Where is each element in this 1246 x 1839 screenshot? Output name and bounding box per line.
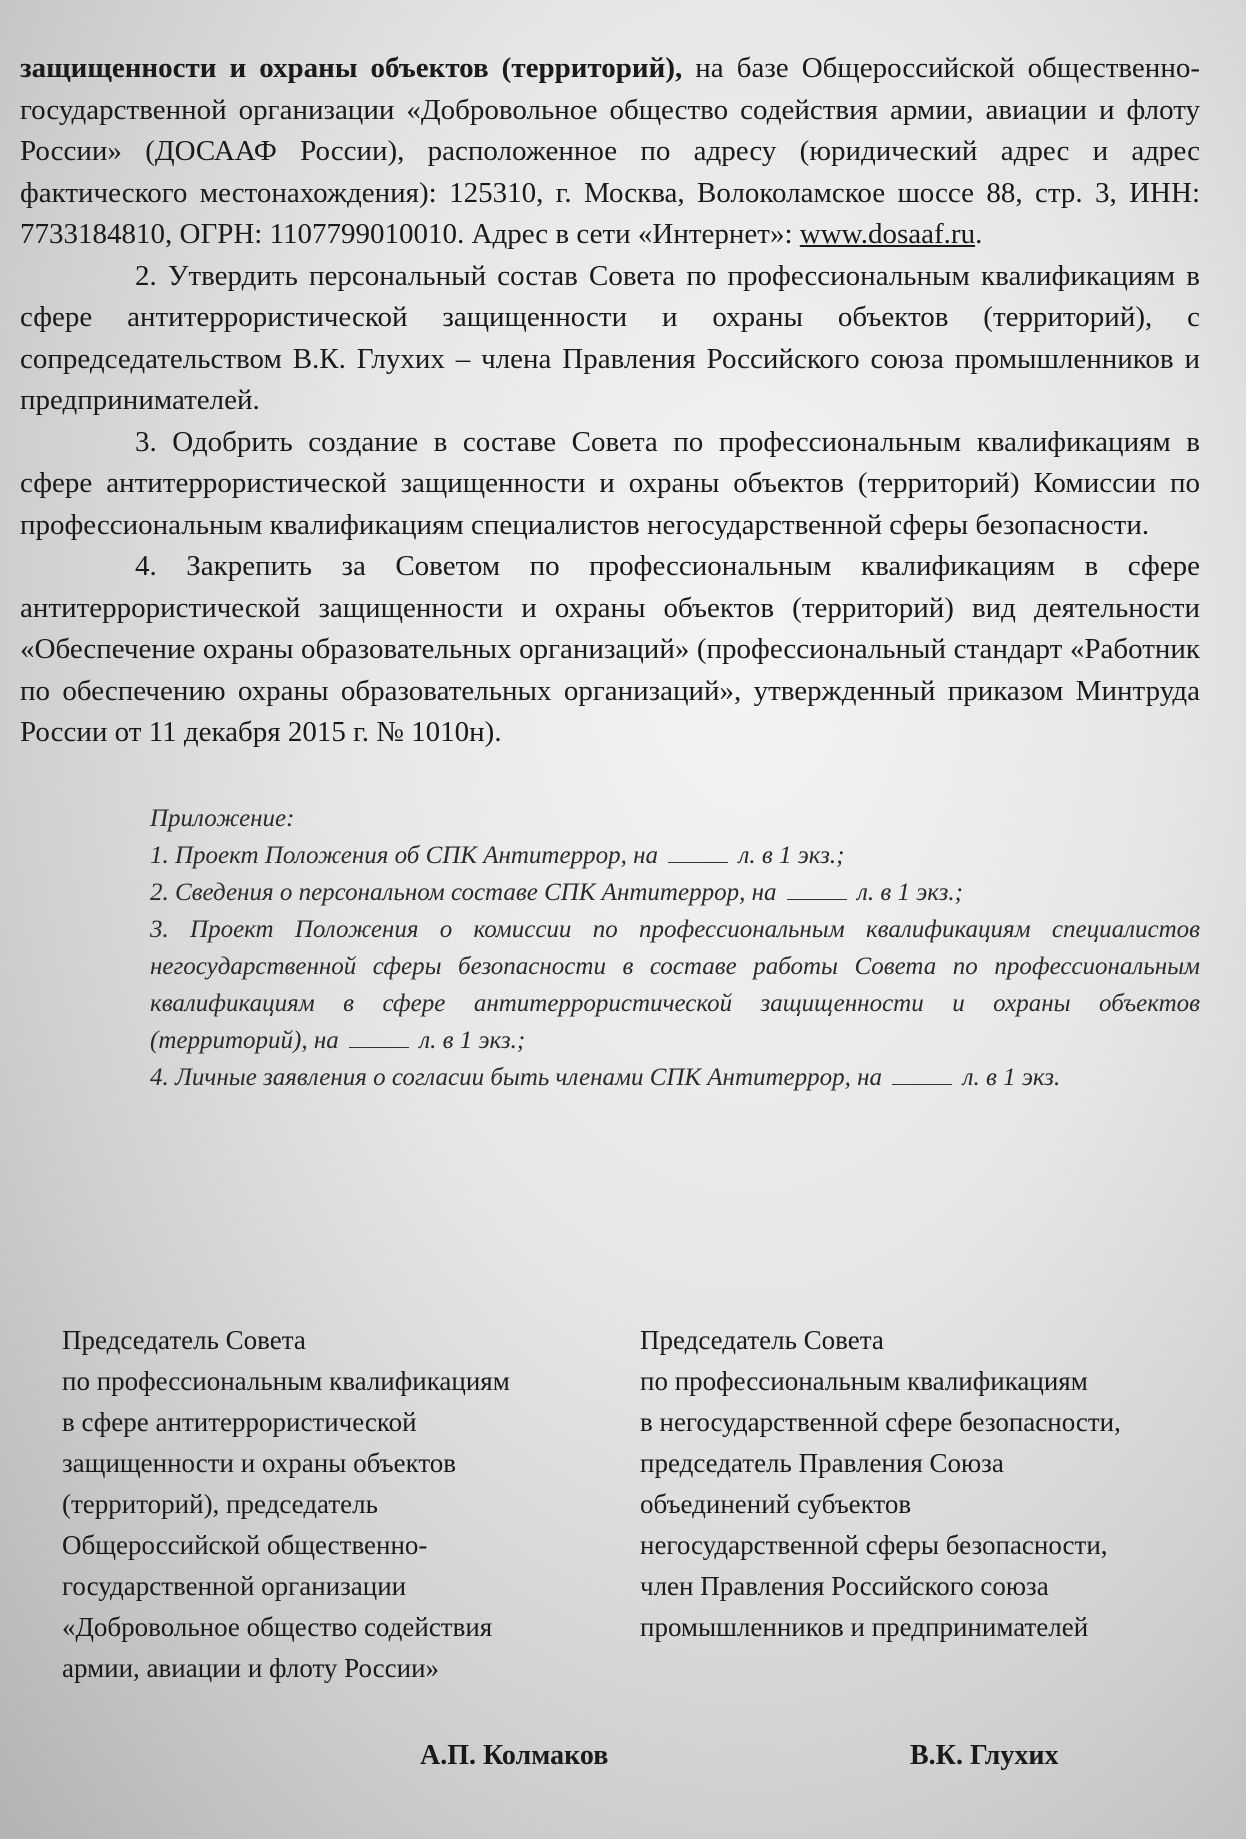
attachment-item: 4. Личные заявления о согласии быть членами СПК Антитеррор, на л. в 1 экз. <box>150 1063 1061 1091</box>
signature-line: в негосударственной сфере безопасности, <box>640 1407 1121 1437</box>
attachment-item: 1. Проект Положения об СПК Антитеррор, на л. в 1 экз.; <box>150 841 845 869</box>
paragraph-1-text: на базе Общероссийской общественно-государственной организации «Добровольное общество содействия армии, авиации и флоту России» (ДОСААФ России), расположенное по адресу (юридический адрес и адрес фактического местонахождения): 125310, г. Москва, Волоколамское шоссе 88, стр. 3, ИНН: 7733184810, ОГРН: 1107799010010. Адрес в сети «Интернет»: <box>20 52 1200 250</box>
attachment-item: 3. Проект Положения о комиссии по профессиональным квалификациям специалистов негосударственной сферы безопасности в составе работы Совета по профессиональным квалификациям в сфере антитеррористической защищенности и охраны объектов (территорий), на л. в 1 экз.; <box>150 915 1200 1054</box>
signatory-name-left: А.П. Колмаков <box>420 1740 609 1771</box>
signature-line: председатель Правления Союза <box>640 1448 1004 1478</box>
paragraph-1-bold: защищенности и охраны объектов (территорий), <box>20 52 683 84</box>
signature-line: государственной организации <box>62 1571 407 1601</box>
signatory-name-right: В.К. Глухих <box>910 1740 1059 1771</box>
website-link[interactable]: www.dosaaf.ru <box>799 218 976 250</box>
signature-line: член Правления Российского союза <box>640 1571 1049 1601</box>
signature-line: по профессиональным квалификациям <box>62 1366 510 1396</box>
attachment-list <box>150 800 1200 1096</box>
paragraph-1-end: . <box>975 218 983 250</box>
blank-field <box>349 1047 409 1048</box>
signature-line: Председатель Совета <box>640 1325 884 1355</box>
signature-line: по профессиональным квалификациям <box>640 1366 1088 1396</box>
paragraph-1 <box>20 48 1200 256</box>
blank-field <box>787 899 847 900</box>
signature-line: в сфере антитеррористической <box>62 1407 417 1437</box>
attachment-heading: Приложение: <box>150 804 295 832</box>
blank-field <box>668 862 728 863</box>
signature-line: (территорий), председатель <box>62 1489 378 1519</box>
paragraph-4: 4. Закрепить за Советом по профессиональным квалификациям в сфере антитеррористической защищенности и охраны объектов (территорий) вид деятельности «Обеспечение охраны образовательных организаций» (профессиональный стандарт «Работник по обеспечению охраны образовательных организаций», утвержденный приказом Минтруда России от 11 декабря 2015 г. № 1010н). <box>20 550 1200 748</box>
signature-left <box>62 1320 602 1689</box>
signature-line: «Добровольное общество содействия <box>62 1612 493 1642</box>
signature-line: негосударственной сферы безопасности, <box>640 1530 1108 1560</box>
paragraph-3: 3. Одобрить создание в составе Совета по профессиональным квалификациям в сфере антитеррористической защищенности и охраны объектов (территорий) Комиссии по профессиональным квалификациям специалистов негосударственной сферы безопасности. <box>20 425 1200 541</box>
signature-right <box>640 1320 1200 1648</box>
paragraph-2: 2. Утвердить персональный состав Совета по профессиональным квалификациям в сфере антитеррористической защищенности и охраны объектов (территорий), с сопредседательством В.К. Глухих – члена Правления Российского союза промышленников и предпринимателей. <box>20 259 1200 416</box>
signature-line: объединений субъектов <box>640 1489 912 1519</box>
signature-line: Председатель Совета <box>62 1325 306 1355</box>
signature-line: армии, авиации и флоту России» <box>62 1653 440 1683</box>
attachment-item: 2. Сведения о персональном составе СПК Антитеррор, на л. в 1 экз.; <box>150 878 963 906</box>
blank-field <box>892 1084 952 1085</box>
signature-line: Общероссийской общественно- <box>62 1530 428 1560</box>
signature-line: защищенности и охраны объектов <box>62 1448 457 1478</box>
signature-line: промышленников и предпринимателей <box>640 1612 1089 1642</box>
